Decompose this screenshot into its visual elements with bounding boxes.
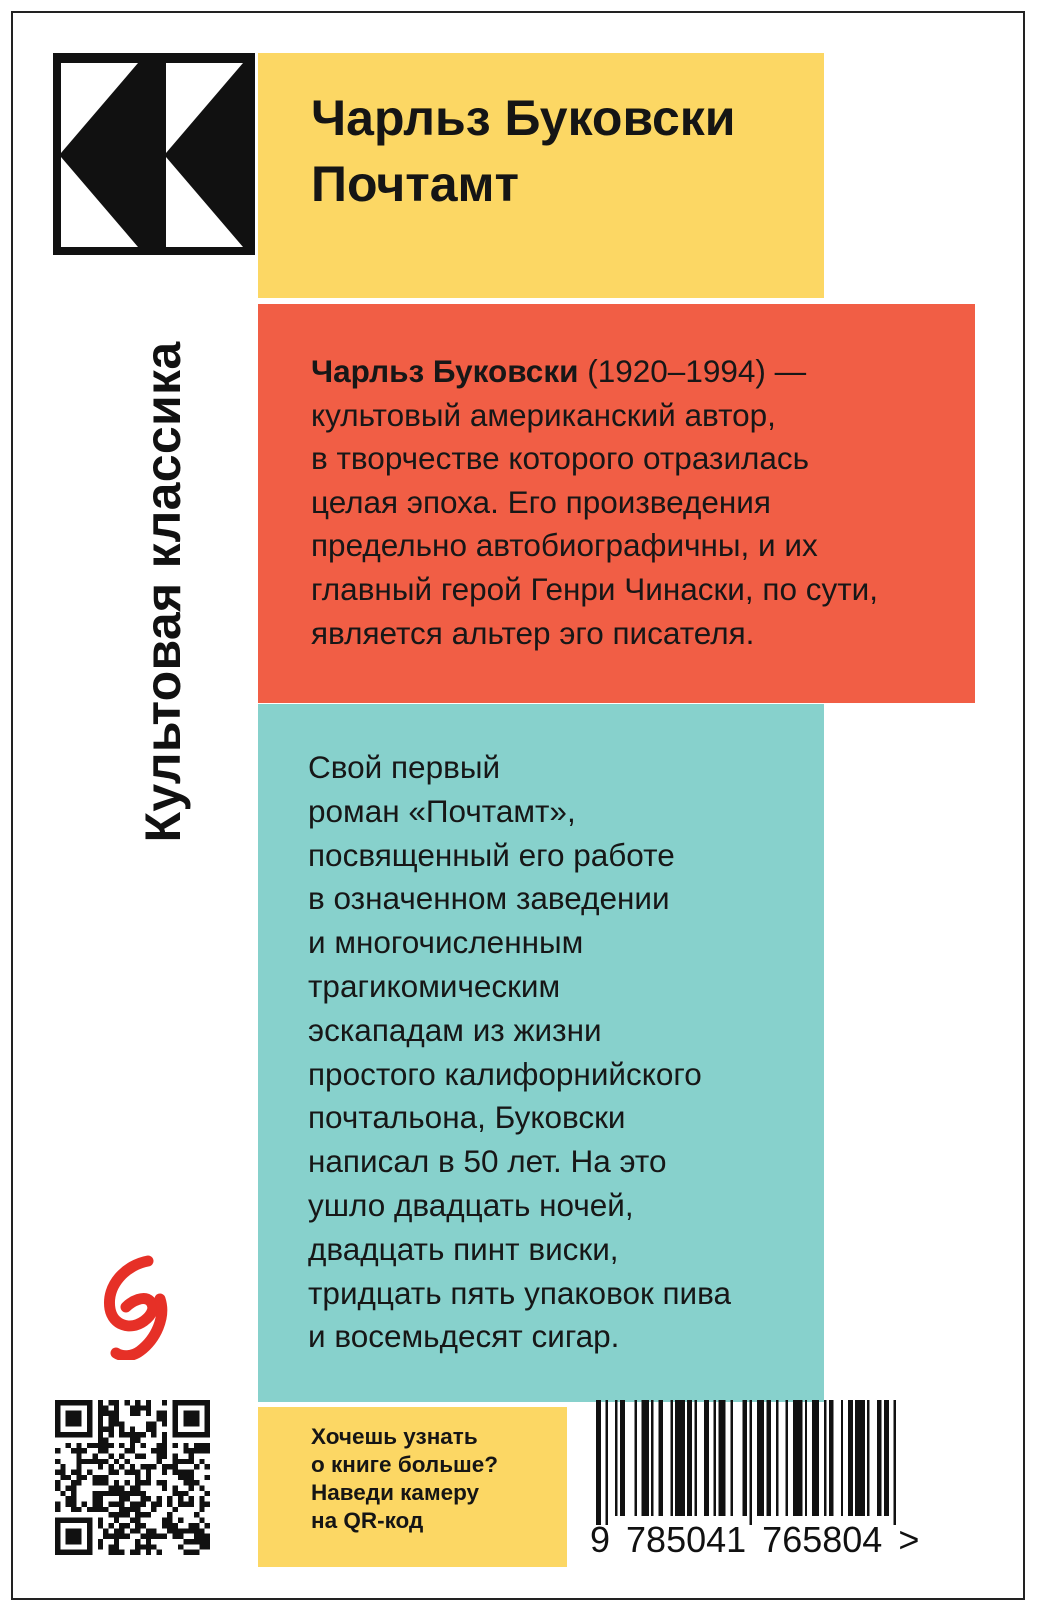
annotation-line: в означенном заведении	[308, 880, 670, 917]
author-bio-line: целая эпоха. Его произведения	[311, 483, 771, 520]
annotation-text	[308, 746, 778, 1359]
qr-promo-line: Хочешь узнать	[311, 1424, 478, 1449]
annotation-line: роман «Почтамт»,	[308, 792, 576, 829]
annotation-line: ушло двадцать ночей,	[308, 1186, 634, 1223]
author-bio-line: предельно автобиографичны, и их	[311, 527, 818, 564]
annotation-line: и восемьдесят сигар.	[308, 1318, 620, 1355]
annotation-line: трагикомическим	[308, 967, 561, 1004]
series-logo-icon	[53, 53, 255, 255]
qr-promo-text	[311, 1423, 561, 1535]
isbn-group-1: 785041	[626, 1519, 747, 1560]
author-bio-years: (1920–1994) —	[587, 353, 807, 389]
annotation-line: двадцать пинт виски,	[308, 1230, 619, 1267]
isbn-end-mark: >	[898, 1519, 920, 1560]
series-label-wrap	[135, 341, 191, 843]
isbn-group-2: 765804	[762, 1519, 883, 1560]
annotation-line: и многочисленным	[308, 924, 584, 961]
author-bio-line: главный герой Генри Чинаски, по сути,	[311, 570, 878, 607]
author-bio-line: в творчестве которого отразилась	[311, 440, 810, 477]
author-bio-line: культовый американский автор,	[311, 396, 776, 433]
isbn-number	[590, 1521, 990, 1559]
isbn-first-digit: 9	[590, 1519, 611, 1560]
qr-promo-line: Наведи камеру	[311, 1480, 480, 1505]
annotation-line: эскападам из жизни	[308, 1011, 602, 1048]
qr-code-icon	[55, 1400, 210, 1555]
author-bio-line: является альтер эго писателя.	[311, 614, 755, 651]
annotation-line: почтальона, Буковски	[308, 1099, 626, 1136]
annotation-line: простого калифорнийского	[308, 1055, 702, 1092]
book-title: Почтамт	[311, 156, 520, 212]
author-bio-name: Чарльз Буковски	[311, 353, 579, 389]
series-label: Культовая классика	[135, 341, 191, 843]
book-author: Чарльз Буковски	[311, 90, 736, 146]
publisher-logo-icon	[100, 1255, 170, 1360]
annotation-line: написал в 50 лет. На это	[308, 1143, 667, 1180]
qr-promo-line: о книге больше?	[311, 1452, 499, 1477]
barcode-icon	[590, 1400, 975, 1525]
annotation-line: тридцать пять упаковок пива	[308, 1274, 732, 1311]
annotation-line: Свой первый	[308, 749, 501, 785]
author-bio	[311, 350, 951, 655]
annotation-line: посвященный его работе	[308, 836, 675, 873]
qr-promo-line: на QR-код	[311, 1508, 424, 1533]
